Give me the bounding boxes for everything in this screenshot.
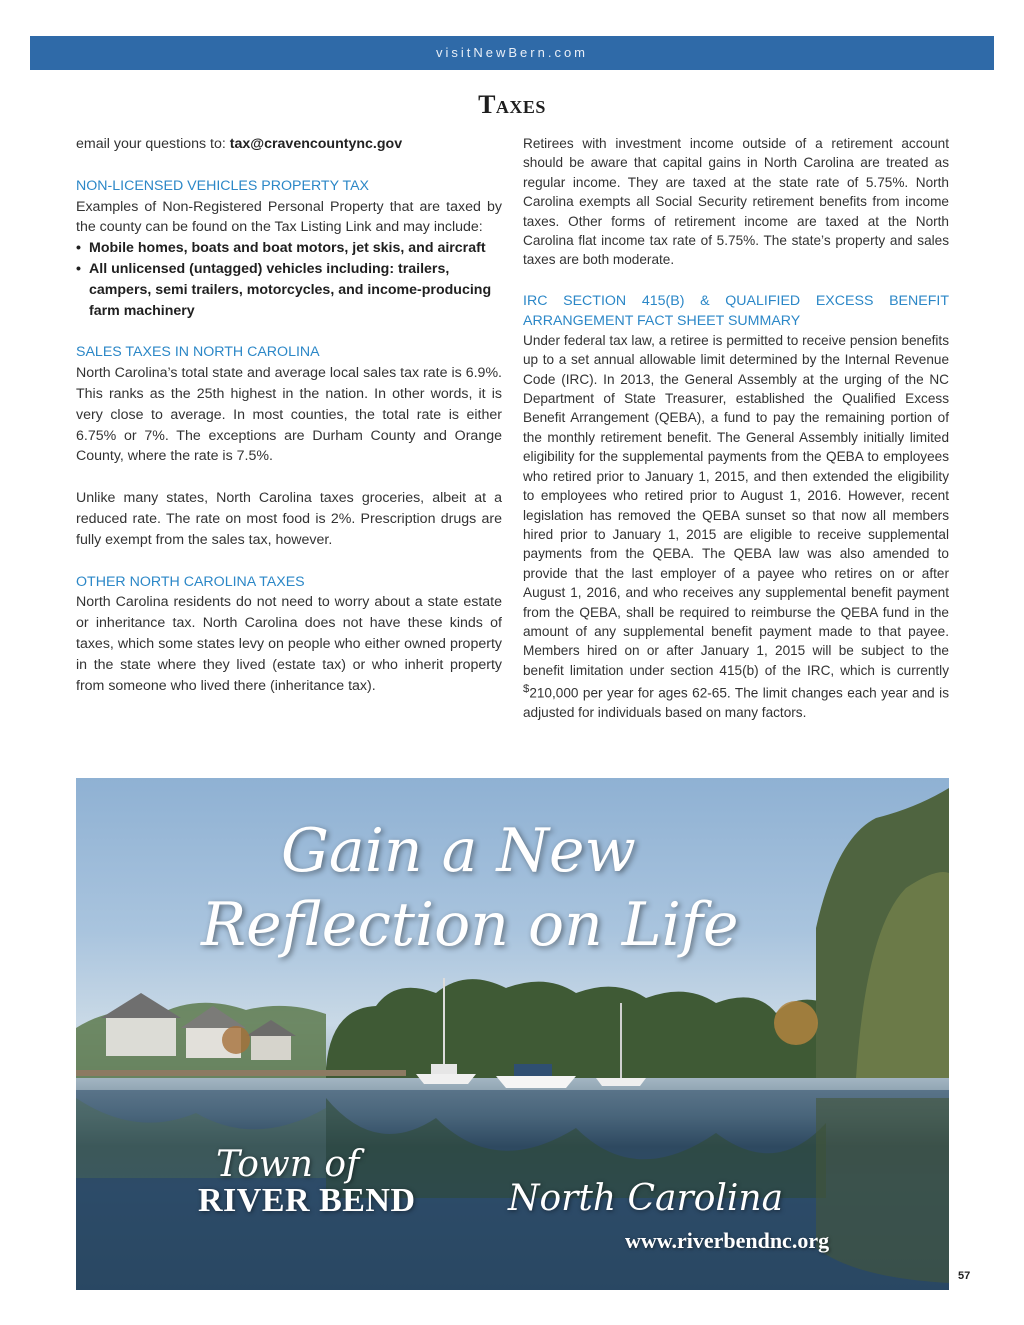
ad-headline-line-1: Gain a New (281, 816, 636, 886)
other-taxes-body: North Carolina residents do not need to worry about a state estate or inheritance tax. North Carolina does not have these kinds of taxes, which some states levy on people who either owned property in the state where they lived (estate tax) or who inherit property from someone who lived there (inheritance tax). (76, 594, 502, 694)
page-number: 57 (958, 1270, 971, 1282)
benefit-amount: 210,000 (529, 685, 579, 701)
ad-town-state: North Carolina (508, 1178, 784, 1219)
ad-town-name: RIVER BEND (198, 1182, 416, 1219)
section-heading-vehicles: NON-LICENSED VEHICLES PROPERTY TAX (76, 177, 370, 194)
site-banner (30, 36, 994, 70)
ad-website-link[interactable]: www.riverbendnc.org (625, 1228, 830, 1253)
page-title: Taxes (478, 90, 546, 119)
bullet-item (76, 238, 502, 259)
ad-town-of: Town of (216, 1144, 360, 1185)
right-column (523, 134, 949, 723)
bullet-icon: • (76, 260, 81, 277)
site-name: visitNewBern.com (435, 45, 589, 60)
section-heading-other: OTHER NORTH CAROLINA TAXES (76, 573, 305, 590)
sales-para-2: Unlike many states, North Carolina taxes groceries, albeit at a reduced rate. The rate on most food is 2%. Prescription drugs are fully exempt from the sales tax, however. (76, 490, 502, 548)
bullet-icon: • (76, 240, 81, 257)
irc-body-text-end: per year for ages 62-65. The limit changes each year and is adjusted for individuals based on many factors. (523, 685, 949, 721)
sales-para-1: North Carolina’s total state and average local sales tax rate is 6.9%. This ranks as the 25th highest in the nation. In other words, it is very close to average. In most counties, the total rate is either 6.75% or 7%. The exceptions are Durham County and Orange County, where the rate is 7.5%. (76, 365, 502, 465)
river-bend-advertisement[interactable] (76, 778, 949, 1290)
bullet-item (76, 259, 502, 321)
section-heading-sales: SALES TAXES IN NORTH CAROLINA (76, 344, 320, 361)
irc-body-text: Under federal tax law, a retiree is permitted to receive pension benefits up to a set annual allowable limit determined by the Internal Revenue Code (IRC). In 2013, the General Assembly at the urging of the NC Department of State Treasurer, established the Qualified Excess Benefit Arrangement (QEBA), a fund to pay the remaining portion of the monthly retirement benefit. The General Assembly initially limited eligibility for the supplemental payments from the QEBA to employees who retired prior to January 1, 2015, and then extended the eligibility to employees who retired prior to August 1, 2016. However, recent legislation has removed the QEBA sunset so that now all members hired prior to January 1, 2015 are eligible to receive supplemental payments from the QEBA. The QEBA law was also amended to provide that the last employer of a payee who retires on or after August 1, 2016, and who receives any supplemental benefit payment from the QEBA, shall be required to reimburse the QEBA fund in the amount of any supplemental benefit payment made to that payee. Members hired on or after January 1, 2015 will be subject to the benefit limitation under section 415(b) of the IRC, which is currently (523, 332, 949, 678)
email-prefix: email your questions to: (76, 136, 230, 152)
currency-symbol: $ (523, 683, 530, 696)
email-line (76, 134, 502, 155)
section-heading-irc: IRC SECTION 415(B) & QUALIFIED EXCESS BENEFIT ARRANGEMENT FACT SHEET SUMMARY (523, 292, 949, 329)
vehicles-bullet-list (76, 238, 502, 321)
bullet-text: All unlicensed (untagged) vehicles including: trailers, campers, semi trailers, motorcycles, and income-producing farm machinery (89, 260, 492, 319)
retirees-intro: Retirees with investment income outside of a retirement account should be aware that capital gains in North Carolina are treated as regular income. They are taxed at the state rate of 5.75%. North Carolina exempts all Social Security retirement benefits from income taxes. Other forms of retirement income are taxed at the North Carolina flat income tax rate of 5.75%. The state’s property and sales taxes are both moderate. (523, 136, 949, 268)
irc-body (523, 331, 949, 723)
ad-headline-line-2: Reflection on Life (201, 890, 739, 960)
vehicles-body: Examples of Non-Registered Personal Property that are taxed by the county can be found on the Tax Listing Link and may include: (76, 198, 502, 236)
email-link[interactable]: tax@cravencountync.gov (229, 136, 403, 152)
left-column (76, 134, 502, 696)
bullet-text: Mobile homes, boats and boat motors, jet skis, and aircraft (89, 240, 486, 257)
